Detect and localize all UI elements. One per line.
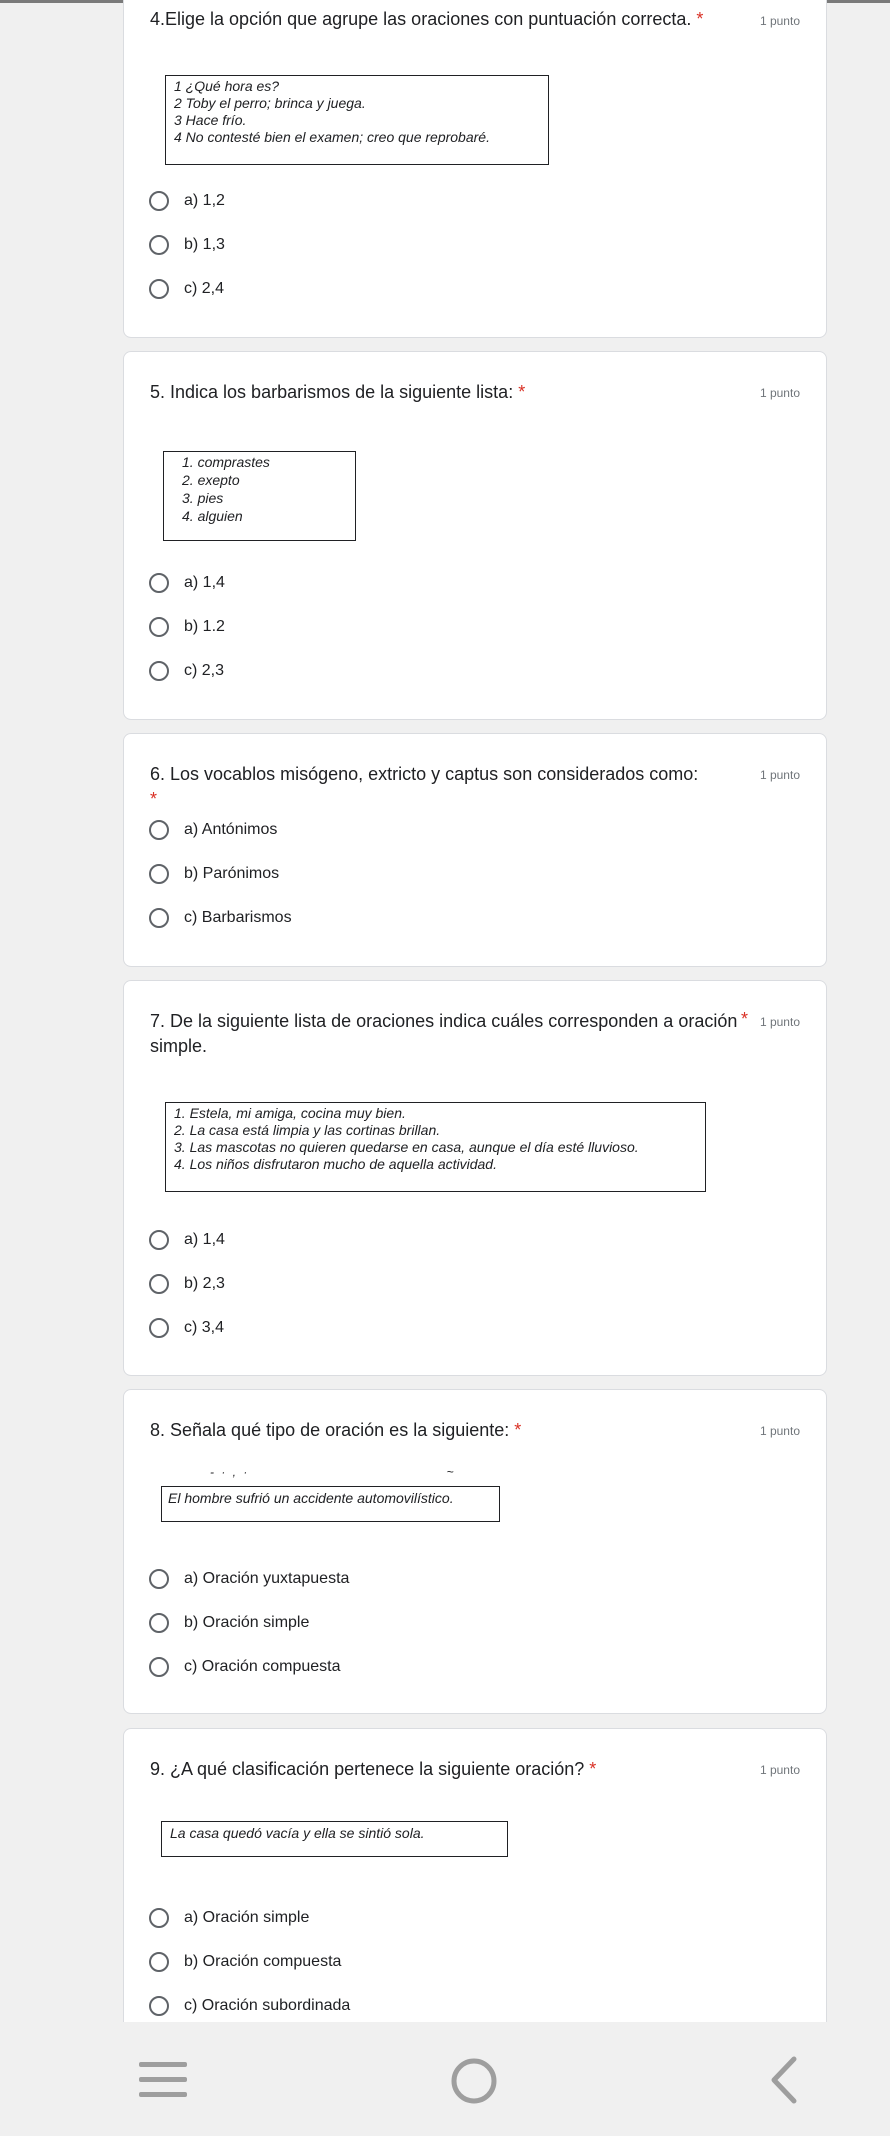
radio-button[interactable] [149,1657,169,1677]
radio-button[interactable] [149,1230,169,1250]
recent-apps-icon[interactable] [138,2058,188,2102]
question-title: 5. Indica los barbarismos de la siguiente lista: * [150,382,526,402]
option-b[interactable]: b) Oración simple [149,1610,309,1636]
points-label: 1 punto [759,1424,800,1438]
question-title: 6. Los vocablos misógeno, extricto y captus son considerados como: * [150,764,699,809]
option-a[interactable]: a) Antónimos [149,817,277,843]
option-c[interactable]: c) Barbarismos [149,905,292,931]
radio-button[interactable] [149,1318,169,1338]
cropped-text-fragment: - · , · ~ [210,1465,456,1479]
radio-button[interactable] [149,661,169,681]
question-image: 1. comprastes 2. exepto 3. pies 4. alguien [163,451,356,541]
radio-button[interactable] [149,235,169,255]
option-b[interactable]: b) 1.2 [149,614,225,640]
back-icon[interactable] [766,2055,802,2105]
option-a[interactable]: a) 1,2 [149,188,225,214]
question-card-7 [123,980,827,1376]
radio-button[interactable] [149,573,169,593]
points-label: 1 punto [759,768,800,782]
option-b[interactable]: b) 1,3 [149,232,225,258]
option-a[interactable]: a) Oración simple [149,1905,309,1931]
question-card-6 [123,733,827,967]
question-title: 4.Elige la opción que agrupe las oraciones con puntuación correcta. * [150,9,704,29]
required-marker: * [518,382,526,402]
option-c[interactable]: c) 2,3 [149,658,224,684]
required-marker: * [741,1009,749,1029]
radio-button[interactable] [149,1908,169,1928]
radio-button[interactable] [149,191,169,211]
radio-button[interactable] [149,1996,169,2016]
question-card-4 [123,0,827,338]
radio-button[interactable] [149,820,169,840]
radio-button[interactable] [149,617,169,637]
home-icon[interactable] [450,2057,498,2105]
radio-button[interactable] [149,1274,169,1294]
question-title: 7. De la siguiente lista de oraciones indica cuáles corresponden a oración simple. [150,1011,738,1056]
question-title: 9. ¿A qué clasificación pertenece la siguiente oración? * [150,1759,597,1779]
question-image: El hombre sufrió un accidente automovilístico. [161,1486,500,1522]
option-a[interactable]: a) 1,4 [149,570,225,596]
option-b[interactable]: b) 2,3 [149,1271,225,1297]
question-image: 1. Estela, mi amiga, cocina muy bien. 2. La casa está limpia y las cortinas brillan. 3. Las mascotas no quieren quedarse en casa, aunque el día esté lluvioso. 4. Los niños disfrutaron mucho de aquella actividad. [165,1102,706,1192]
system-navigation-bar [0,2022,890,2136]
required-marker: * [589,1759,597,1779]
question-image: 1 ¿Qué hora es? 2 Toby el perro; brinca y juega. 3 Hace frío. 4 No contesté bien el examen; creo que reprobaré. [165,75,549,165]
option-b[interactable]: b) Oración compuesta [149,1949,341,1975]
radio-button[interactable] [149,1569,169,1589]
option-c[interactable]: c) 3,4 [149,1315,224,1341]
question-title: 8. Señala qué tipo de oración es la siguiente: * [150,1420,522,1440]
option-a[interactable]: a) Oración yuxtapuesta [149,1566,349,1592]
option-c[interactable]: c) 2,4 [149,276,224,302]
option-c[interactable]: c) Oración subordinada [149,1993,350,2019]
radio-button[interactable] [149,279,169,299]
option-c[interactable]: c) Oración compuesta [149,1654,341,1680]
required-marker: * [696,9,704,29]
required-marker: * [514,1420,522,1440]
points-label: 1 punto [759,1015,800,1029]
radio-button[interactable] [149,864,169,884]
points-label: 1 punto [759,1763,800,1777]
required-marker: * [150,789,158,809]
option-b[interactable]: b) Parónimos [149,861,279,887]
points-label: 1 punto [759,14,800,28]
radio-button[interactable] [149,1613,169,1633]
radio-button[interactable] [149,1952,169,1972]
radio-button[interactable] [149,908,169,928]
question-image: La casa quedó vacía y ella se sintió sola. [161,1821,508,1857]
question-card-5 [123,351,827,720]
question-card-8 [123,1389,827,1714]
points-label: 1 punto [759,386,800,400]
question-card-9 [123,1728,827,2048]
option-a[interactable]: a) 1,4 [149,1227,225,1253]
